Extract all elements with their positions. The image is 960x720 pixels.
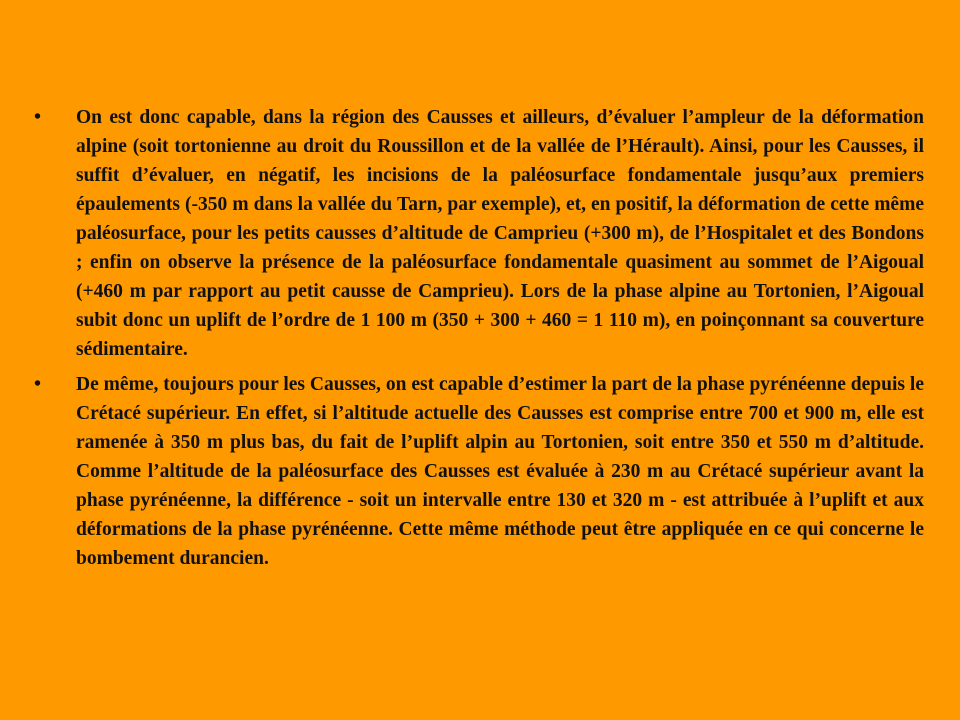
bullet-point-icon: • <box>34 373 42 395</box>
bullet-text: De même, toujours pour les Causses, on est capable d’estimer la part de la phase pyrénéenne depuis le Crétacé supérieur. En effet, si l’altitude actuelle des Causses est comprise entre 700 et 900 m, elle est ramenée à 350 m plus bas, du fait de l’uplift alpin au Tortonien, soit entre 350 et 550 m d’altitude. Comme l’altitude de la paléosurface des Causses est évaluée à 230 m au Crétacé supérieur avant la phase pyrénéenne, la différence - soit un intervalle entre 130 et 320 m - est attribuée à l’uplift et aux déformations de la phase pyrénéenne. Cette même méthode peut être appliquée en ce qui concerne le bombement durancien. <box>76 374 924 569</box>
bullet-item-pyrenean-phase <box>34 370 924 573</box>
bullet-item-alpine-deformation <box>34 103 924 364</box>
bullet-point-icon: • <box>34 106 42 128</box>
bullet-list <box>34 103 924 579</box>
bullet-text: On est donc capable, dans la région des Causses et ailleurs, d’évaluer l’ampleur de la déformation alpine (soit tortonienne au droit du Roussillon et de la vallée de l’Hérault). Ainsi, pour les Causses, il suffit d’évaluer, en négatif, les incisions de la paléosurface fondamentale jusqu’aux premiers épaulements (-350 m dans la vallée du Tarn, par exemple), et, en positif, la déformation de cette même paléosurface, pour les petits causses d’altitude de Camprieu (+300 m), de l’Hospitalet et des Bondons ; enfin on observe la présence de la paléosurface fondamentale quasiment au sommet de l’Aigoual (+460 m par rapport au petit causse de Camprieu). Lors de la phase alpine au Tortonien, l’Aigoual subit donc un uplift de l’ordre de 1 100 m (350 + 300 + 460 = 1 110 m), en poinçonnant sa couverture sédimentaire. <box>76 107 924 360</box>
